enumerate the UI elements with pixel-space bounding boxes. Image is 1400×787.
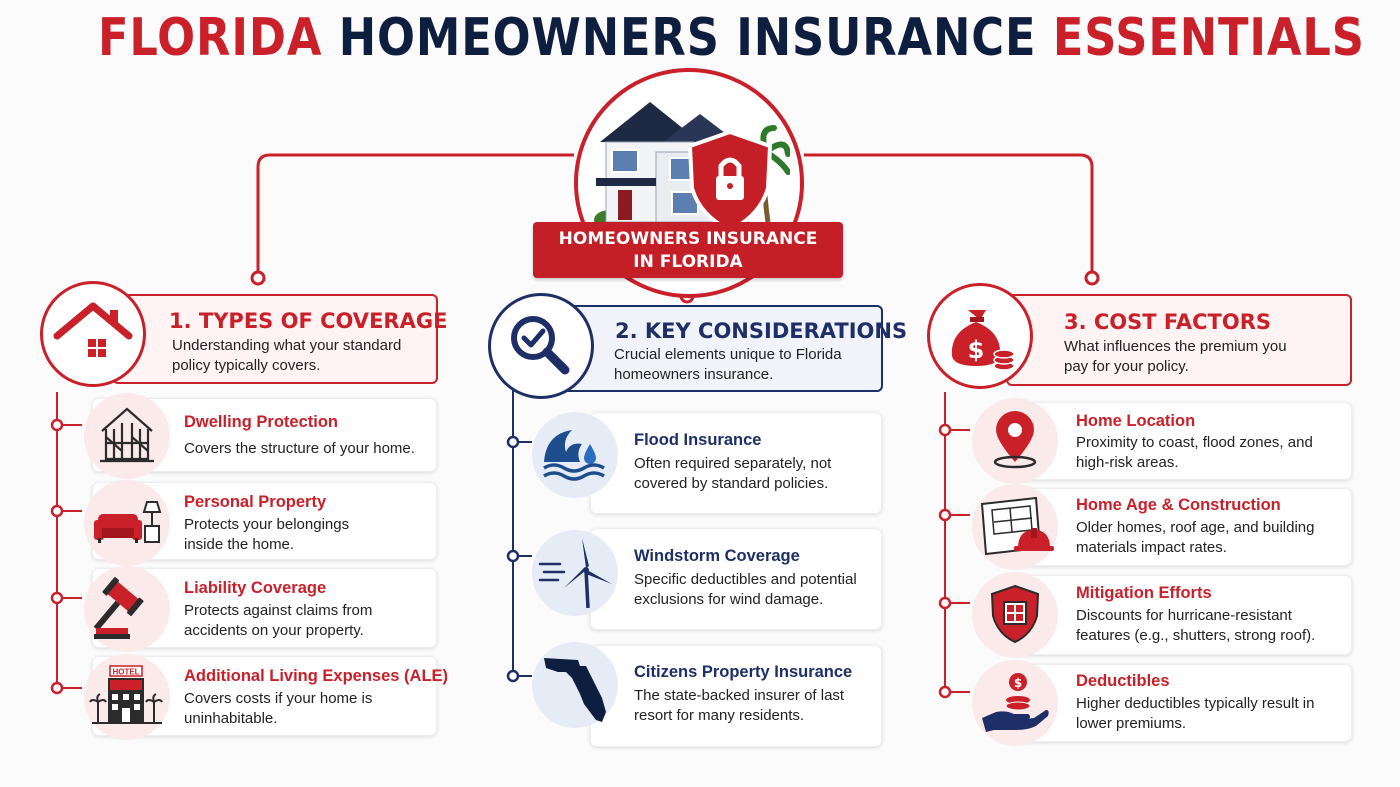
- hero-line-2: IN FLORIDA: [633, 252, 743, 272]
- item-text: Covers the structure of your home.: [184, 440, 415, 457]
- item-title: Home Age & Construction: [1076, 496, 1281, 514]
- blueprint-hardhat-icon: [972, 484, 1058, 570]
- coverage-subtitle: Understanding what your standard policy typically covers.: [172, 337, 402, 374]
- wave-icon: [532, 412, 618, 498]
- item-title: Mitigation Efforts: [1076, 584, 1212, 602]
- hotel-icon: [84, 654, 170, 740]
- item-title: Home Location: [1076, 412, 1196, 430]
- consideration-item-citizens: [590, 645, 882, 747]
- cost-factors-subtitle: What influences the premium you pay for your policy.: [1064, 338, 1287, 375]
- sofa-lamp-icon: [84, 480, 170, 566]
- item-text: Protects your belongings inside the home.: [184, 516, 350, 553]
- hero-banner: [533, 222, 843, 278]
- coverage-heading: 1. TYPES OF COVERAGE: [169, 309, 448, 333]
- location-pin-icon: [972, 398, 1058, 484]
- svg-text:$: $: [967, 336, 985, 364]
- item-title: Additional Living Expenses (ALE): [184, 667, 449, 685]
- cost-factors-header: [1006, 294, 1352, 386]
- house-shield-icon: [590, 92, 790, 242]
- title-essentials: ESSENTIALS: [1052, 8, 1365, 68]
- considerations-heading: 2. KEY CONSIDERATIONS: [615, 319, 908, 343]
- gavel-icon: [84, 566, 170, 652]
- cost-item-age-construction: [1015, 488, 1352, 566]
- item-text: Higher deductibles typically result in lower premiums.: [1076, 695, 1315, 732]
- item-text: Proximity to coast, flood zones, and high-risk areas.: [1076, 434, 1313, 471]
- item-title: Dwelling Protection: [184, 413, 339, 431]
- item-text: Covers costs if your home is uninhabitable.: [184, 690, 373, 727]
- item-text: Protects against claims from accidents on your property.: [184, 602, 373, 639]
- svg-text:$: $: [1013, 676, 1023, 690]
- item-title: Deductibles: [1076, 672, 1170, 690]
- cost-item-location: [1015, 402, 1352, 480]
- item-title: Citizens Property Insurance: [634, 663, 853, 681]
- hero-line-1: HOMEOWNERS INSURANCE: [558, 229, 818, 249]
- item-title: Flood Insurance: [634, 431, 762, 449]
- house-frame-icon: [84, 393, 170, 479]
- cost-factors-heading: 3. COST FACTORS: [1064, 310, 1271, 334]
- cost-item-deductibles: [1015, 664, 1352, 742]
- coverage-header: [112, 294, 448, 384]
- hand-coin-icon: [972, 660, 1058, 746]
- item-text: The state-backed insurer of last resort for many residents.: [634, 687, 845, 724]
- item-title: Personal Property: [184, 493, 327, 511]
- florida-map-icon: [532, 642, 618, 728]
- consideration-item-flood: [590, 412, 882, 514]
- item-text: Older homes, roof age, and building materials impact rates.: [1076, 519, 1315, 556]
- title-homeowners-insurance: HOMEOWNERS INSURANCE: [338, 8, 1037, 68]
- item-title: Windstorm Coverage: [634, 547, 800, 565]
- item-text: Discounts for hurricane-resistant features (e.g., shutters, strong roof).: [1076, 607, 1316, 644]
- money-bag-icon: [927, 283, 1033, 389]
- hotel-sign-text: HOTEL: [112, 667, 140, 677]
- wind-turbine-icon: [532, 530, 618, 616]
- considerations-header: [555, 305, 908, 392]
- magnifier-check-icon: [488, 293, 594, 399]
- consideration-item-windstorm: [590, 528, 882, 630]
- item-text: Often required separately, not covered by standard policies.: [634, 455, 832, 492]
- cost-item-mitigation: [1015, 575, 1352, 655]
- shield-window-icon: [972, 572, 1058, 658]
- item-text: Specific deductibles and potential exclusions for wind damage.: [634, 571, 857, 608]
- considerations-subtitle: Crucial elements unique to Florida homeowners insurance.: [614, 346, 842, 383]
- house-icon: [40, 281, 146, 387]
- item-title: Liability Coverage: [184, 579, 327, 597]
- title-florida: FLORIDA: [98, 8, 323, 68]
